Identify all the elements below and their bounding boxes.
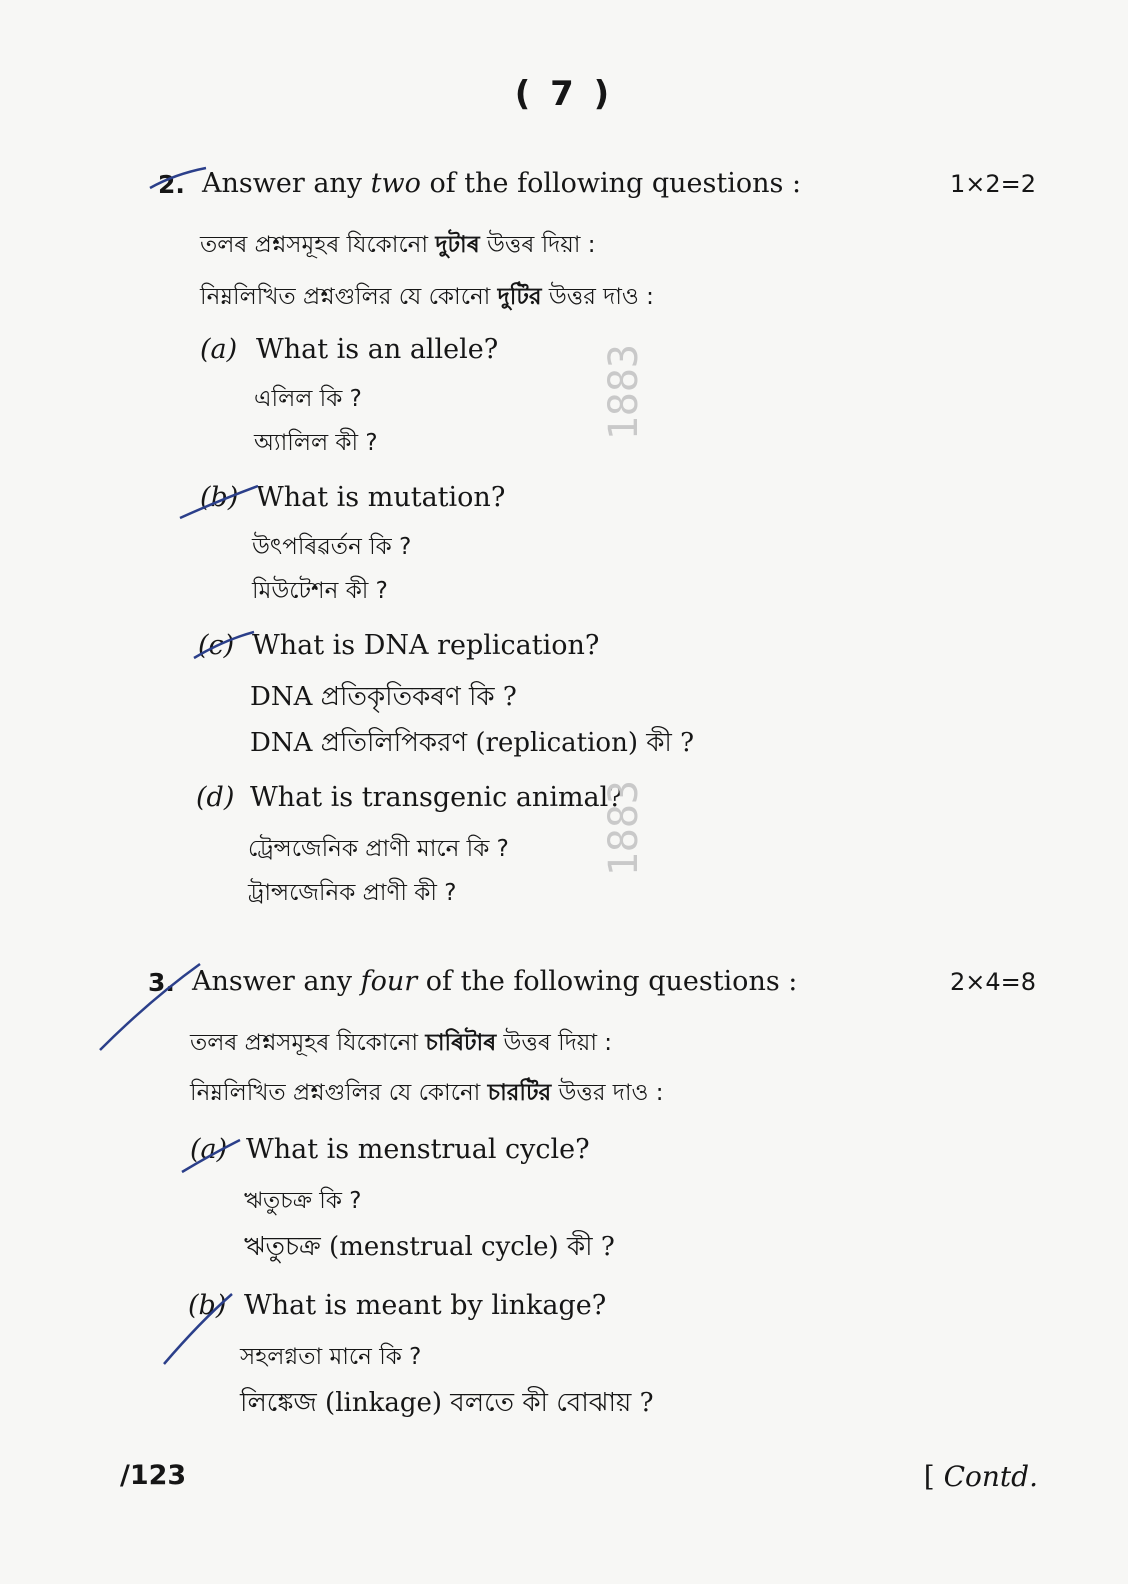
page-number: ( 7 ) <box>514 74 614 114</box>
sub-question-assamese: এলিল কি ? <box>254 386 362 412</box>
watermark-stamp: 1883 <box>601 344 647 441</box>
sub-question-label: (c) <box>198 630 235 661</box>
sub-question-english: What is meant by linkage? <box>244 1290 607 1321</box>
continued-note: [ Contd. <box>923 1460 1038 1493</box>
pen-tick-mark <box>150 168 206 188</box>
question-instruction: Answer any four of the following questions : <box>192 966 798 997</box>
sub-question-bengali: অ্যালিল কী ? <box>254 430 378 456</box>
sub-question-assamese: সহলগ্নতা মানে কি ? <box>240 1344 422 1370</box>
sub-question-bengali: মিউটেশন কী ? <box>252 578 388 604</box>
pen-tick-mark <box>100 964 200 1050</box>
instruction-assamese: তলৰ প্ৰশ্নসমূহৰ যিকোনো দুটাৰ উত্তৰ দিয়া : <box>200 232 596 258</box>
sub-question-label: (d) <box>196 782 235 813</box>
question-instruction: Answer any two of the following questions : <box>202 168 802 199</box>
sub-question-assamese: উৎপৰিৱৰ্তন কি ? <box>252 534 412 560</box>
sub-question-label: (b) <box>188 1290 227 1321</box>
pen-tick-mark <box>164 1294 232 1364</box>
pen-tick-mark <box>180 486 258 518</box>
sub-question-assamese: ট্ৰেন্সজেনিক প্ৰাণী মানে কি ? <box>248 836 509 862</box>
instruction-bengali: নিম্নলিখিত প্রশ্নগুলির যে কোনো চারটির উত্তর দাও : <box>190 1080 664 1106</box>
sub-question-assamese: DNA প্ৰতিকৃতিকৰণ কি ? <box>250 682 517 712</box>
sub-question-bengali: ঋতুচক্র (menstrual cycle) কী ? <box>244 1232 615 1262</box>
instruction-assamese: তলৰ প্ৰশ্নসমূহৰ যিকোনো চাৰিটাৰ উত্তৰ দিয়া : <box>190 1030 613 1056</box>
sub-question-label: (a) <box>200 334 238 365</box>
sub-question-assamese: ঋতুচক্ৰ কি ? <box>244 1188 362 1214</box>
sub-question-label: (a) <box>190 1134 228 1165</box>
question-number: 2. <box>158 170 185 199</box>
sub-question-english: What is menstrual cycle? <box>246 1134 590 1165</box>
sub-question-english: What is mutation? <box>256 482 506 513</box>
pen-tick-mark <box>194 632 254 658</box>
instruction-bengali: নিম্নলিখিত প্রশ্নগুলির যে কোনো দুটির উত্তর দাও : <box>200 284 654 310</box>
paper-code: /123 <box>120 1460 187 1491</box>
question-marks: 1×2=2 <box>949 170 1036 198</box>
sub-question-english: What is transgenic animal? <box>250 782 623 813</box>
sub-question-bengali: ট্রান্সজেনিক প্রাণী কী ? <box>248 880 457 906</box>
question-number: 3. <box>148 968 175 997</box>
question-marks: 2×4=8 <box>949 968 1036 996</box>
sub-question-bengali: লিঙ্কেজ (linkage) বলতে কী বোঝায় ? <box>240 1388 654 1418</box>
pen-tick-mark <box>182 1140 240 1172</box>
sub-question-label: (b) <box>200 482 239 513</box>
watermark-stamp: 1883 <box>601 780 647 877</box>
sub-question-bengali: DNA প্রতিলিপিকরণ (replication) কী ? <box>250 728 695 758</box>
sub-question-english: What is an allele? <box>256 334 499 365</box>
sub-question-english: What is DNA replication? <box>252 630 600 661</box>
